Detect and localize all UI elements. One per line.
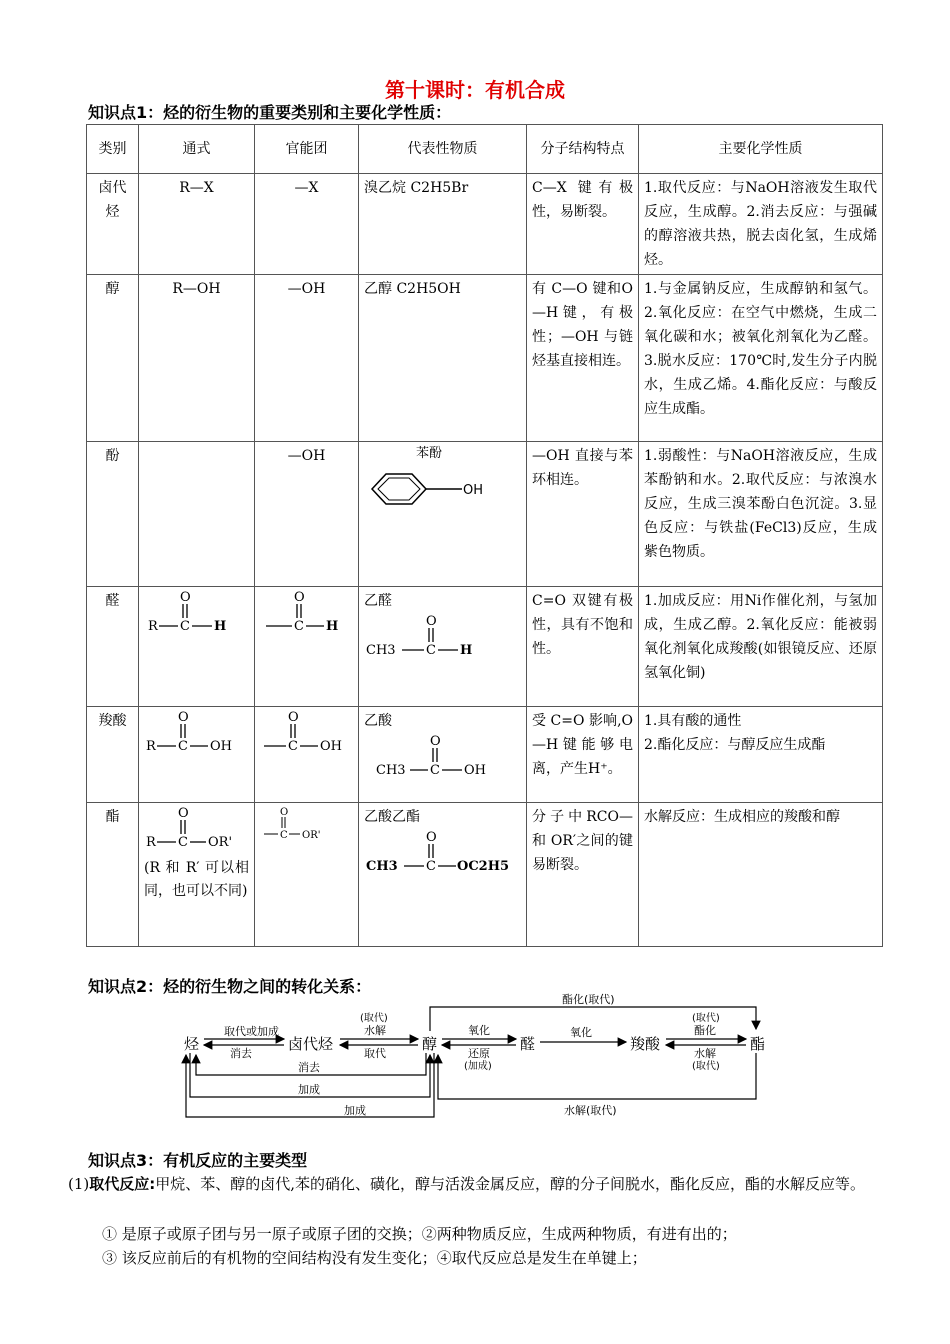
- para-bold: 取代反应:: [89, 1175, 156, 1193]
- or-label: OR': [302, 830, 321, 841]
- phenol-structure: [364, 444, 494, 514]
- rep-cell: [359, 587, 527, 707]
- ch3-label: CH3: [366, 859, 398, 874]
- formula-cell: [139, 442, 255, 587]
- acid-formula-structure: [144, 709, 248, 759]
- oh-label: OH: [463, 483, 484, 498]
- label-hydro-bottom: 水解(取代): [564, 1104, 617, 1117]
- class-cell: 羧酸: [87, 707, 139, 803]
- label-sub-add: 取代或加成: [224, 1025, 279, 1038]
- class-cell: 醇: [87, 275, 139, 442]
- table-row: [87, 174, 883, 275]
- struct-cell: —OH 直接与苯环相连。: [527, 442, 639, 587]
- paragraph-point-1: ① 是原子或原子团与另一原子或原子团的交换；②两种物质反应，生成两种物质，有进有出的；: [102, 1225, 737, 1243]
- formula-cell: R—X: [139, 174, 255, 275]
- formula-cell: R—OH: [139, 275, 255, 442]
- group-cell: —X: [255, 174, 359, 275]
- section-heading-3: 知识点3：有机反应的主要类型: [88, 1151, 308, 1170]
- or-label: OR': [208, 835, 233, 850]
- prop-cell: 1.与金属钠反应，生成醇钠和氢气。2.氧化反应：在空气中燃烧，生成二氧化碳和水；被氧化剂氧化为乙醛。3.脱水反应：170℃时,发生分子内脱水，生成乙烯。4.酯化反应：与酸反应生成酯。: [639, 275, 883, 442]
- o-label: O: [430, 734, 441, 749]
- struct-cell: C=O 双键有极性，具有不饱和性。: [527, 587, 639, 707]
- c-label: C: [294, 619, 304, 634]
- label-reduce: 还原: [468, 1047, 490, 1060]
- label-oxid2: 氧化: [570, 1026, 592, 1039]
- header-representative: 代表性物质: [359, 125, 527, 174]
- struct-cell: 有 C—O 键和O—H键，有极性；—OH 与链烃基直接相连。: [527, 275, 639, 442]
- label-hydro2: 水解: [694, 1047, 716, 1060]
- c-label: C: [430, 763, 440, 778]
- label-hydro: 水解: [364, 1024, 386, 1037]
- para-text: 甲烷、苯、醇的卤代,苯的硝化、磺化，醇与活泼金属反应，醇的分子间脱水，酯化反应，酯的水解反应等。: [155, 1175, 866, 1193]
- h-label: H: [214, 619, 227, 634]
- paragraph-point-2: ③ 该反应前后的有机物的空间结构没有发生变化；④取代反应总是发生在单键上；: [102, 1249, 647, 1267]
- prop-line: 2.酯化反应：与醇反应生成酯: [644, 737, 826, 753]
- node-haloalkane: 卤代烃: [288, 1035, 334, 1053]
- r-label: R: [148, 619, 158, 634]
- node-alcohol: 醇: [422, 1035, 438, 1053]
- c-label: C: [426, 859, 436, 874]
- benzene-inner-ring: [378, 478, 420, 500]
- node-hydrocarbon: 烃: [184, 1035, 200, 1053]
- prop-cell: 1.弱酸性：与NaOH溶液反应，生成苯酚钠和水。2.取代反应：与浓溴水反应，生成三溴苯酚白色沉淀。3.显色反应：与铁盐(FeCl3)反应，生成紫色物质。: [639, 442, 883, 587]
- conversion-diagram: [180, 993, 780, 1128]
- group-cell: —OH: [255, 442, 359, 587]
- r-label: R: [146, 835, 156, 850]
- label-add-p: (加成): [464, 1061, 492, 1072]
- label-ester-f: 酯化: [694, 1024, 716, 1037]
- o-label: O: [178, 710, 189, 725]
- rep-cell: 溴乙烷 C2H5Br: [359, 174, 527, 275]
- rep-cell: 乙醇 C2H5OH: [359, 275, 527, 442]
- o-label: O: [426, 614, 437, 629]
- section-heading-1: 知识点1：烃的衍生物的重要类别和主要化学性质：: [88, 103, 452, 122]
- label-oxid: 氧化: [468, 1024, 490, 1037]
- formula-cell: [139, 707, 255, 803]
- oh-label: OH: [210, 739, 232, 754]
- node-aldehyde: 醛: [520, 1035, 536, 1053]
- table-row: [87, 707, 883, 803]
- acetaldehyde-structure: [364, 613, 494, 661]
- class-cell: 酚: [87, 442, 139, 587]
- paragraph-substitution: [68, 1172, 884, 1196]
- header-formula: 通式: [139, 125, 255, 174]
- node-acid: 羧酸: [630, 1035, 661, 1053]
- label-elim: 消去: [230, 1047, 252, 1060]
- c-label: C: [180, 619, 190, 634]
- aldehyde-formula-structure: [144, 589, 244, 639]
- c-label: C: [280, 830, 288, 841]
- label-add: 加成: [298, 1083, 320, 1096]
- header-functional-group: 官能团: [255, 125, 359, 174]
- header-properties: 主要化学性质: [639, 125, 883, 174]
- ch3-label: CH3: [366, 643, 396, 658]
- oh-label: OH: [464, 763, 486, 778]
- o-label: O: [280, 807, 289, 818]
- prop-cell: 水解反应：生成相应的羧酸和醇: [639, 803, 883, 947]
- table-row: [87, 275, 883, 442]
- o-label: O: [180, 590, 191, 605]
- r-label: R: [146, 739, 156, 754]
- prop-cell: [639, 707, 883, 803]
- class-cell: 卤代烃: [87, 174, 139, 275]
- label-sub: 取代: [364, 1047, 386, 1060]
- label-sub-p: (取代): [360, 1013, 388, 1024]
- rep-cell: [359, 707, 527, 803]
- label-ester-top: 酯化(取代): [562, 993, 615, 1006]
- rep-name: 乙醛: [364, 593, 392, 609]
- ester-note: (R 和 R′ 可以相同，也可以不同): [144, 860, 249, 899]
- ch3-label: CH3: [376, 763, 406, 778]
- ethyl-acetate-structure: [364, 829, 520, 877]
- group-cell: [255, 707, 359, 803]
- o-label: O: [294, 590, 305, 605]
- prop-cell: 1.取代反应：与NaOH溶液发生取代反应，生成醇。2.消去反应：与强碱的醇溶液共热，脱去卤化氢，生成烯烃。: [639, 174, 883, 275]
- rep-name: 乙酸乙酯: [364, 809, 420, 825]
- table-row: [87, 587, 883, 707]
- page-title: 第十课时：有机合成: [385, 78, 565, 102]
- label-add2: 加成: [344, 1104, 366, 1117]
- ester-formula-structure: [144, 805, 248, 855]
- struct-cell: 分子中RCO—和 OR′之间的键易断裂。: [527, 803, 639, 947]
- label-sub-p2: (取代): [692, 1013, 720, 1024]
- h-label: H: [326, 619, 339, 634]
- table-row: [87, 442, 883, 587]
- class-cell: 醛: [87, 587, 139, 707]
- formula-cell: [139, 803, 255, 947]
- group-cell: —OH: [255, 275, 359, 442]
- c-label: C: [178, 739, 188, 754]
- rep-name: 乙酸: [364, 713, 392, 729]
- prop-line: 1.具有酸的通性: [644, 713, 742, 729]
- o-label: O: [178, 806, 189, 821]
- label-elim2: 消去: [298, 1061, 320, 1074]
- acetic-acid-structure: [364, 733, 504, 783]
- table-row: [87, 803, 883, 947]
- aldehyde-group-structure: [260, 589, 350, 639]
- rep-cell: [359, 442, 527, 587]
- header-class: 类别: [87, 125, 139, 174]
- para-lead: (1): [68, 1175, 90, 1193]
- table-header-row: [87, 125, 883, 174]
- struct-cell: 受 C=O 影响,O—H键能够电离，产生H⁺。: [527, 707, 639, 803]
- oc2h5-label: OC2H5: [457, 859, 510, 874]
- rep-cell: [359, 803, 527, 947]
- label-sub-p3: (取代): [692, 1061, 720, 1072]
- prop-cell: 1.加成反应：用Ni作催化剂，与氢加成，生成乙醇。2.氧化反应：能被弱氧化剂氧化成羧酸(如银镜反应、还原氢氧化铜): [639, 587, 883, 707]
- node-ester: 酯: [750, 1035, 766, 1053]
- struct-cell: C—X 键有极性，易断裂。: [527, 174, 639, 275]
- derivatives-table: [86, 124, 883, 947]
- o-label: O: [288, 710, 299, 725]
- o-label: O: [426, 830, 437, 845]
- header-structure: 分子结构特点: [527, 125, 639, 174]
- section-heading-2: 知识点2：烃的衍生物之间的转化关系：: [88, 977, 372, 996]
- c-label: C: [178, 835, 188, 850]
- c-label: C: [426, 643, 436, 658]
- c-label: C: [288, 739, 298, 754]
- oh-label: OH: [320, 739, 342, 754]
- class-cell: 酯: [87, 803, 139, 947]
- formula-cell: [139, 587, 255, 707]
- group-cell: [255, 587, 359, 707]
- carboxyl-group-structure: [260, 709, 354, 759]
- ester-group-structure: [260, 805, 340, 845]
- group-cell: [255, 803, 359, 947]
- h-label: H: [460, 643, 473, 658]
- phenol-label: 苯酚: [416, 446, 443, 461]
